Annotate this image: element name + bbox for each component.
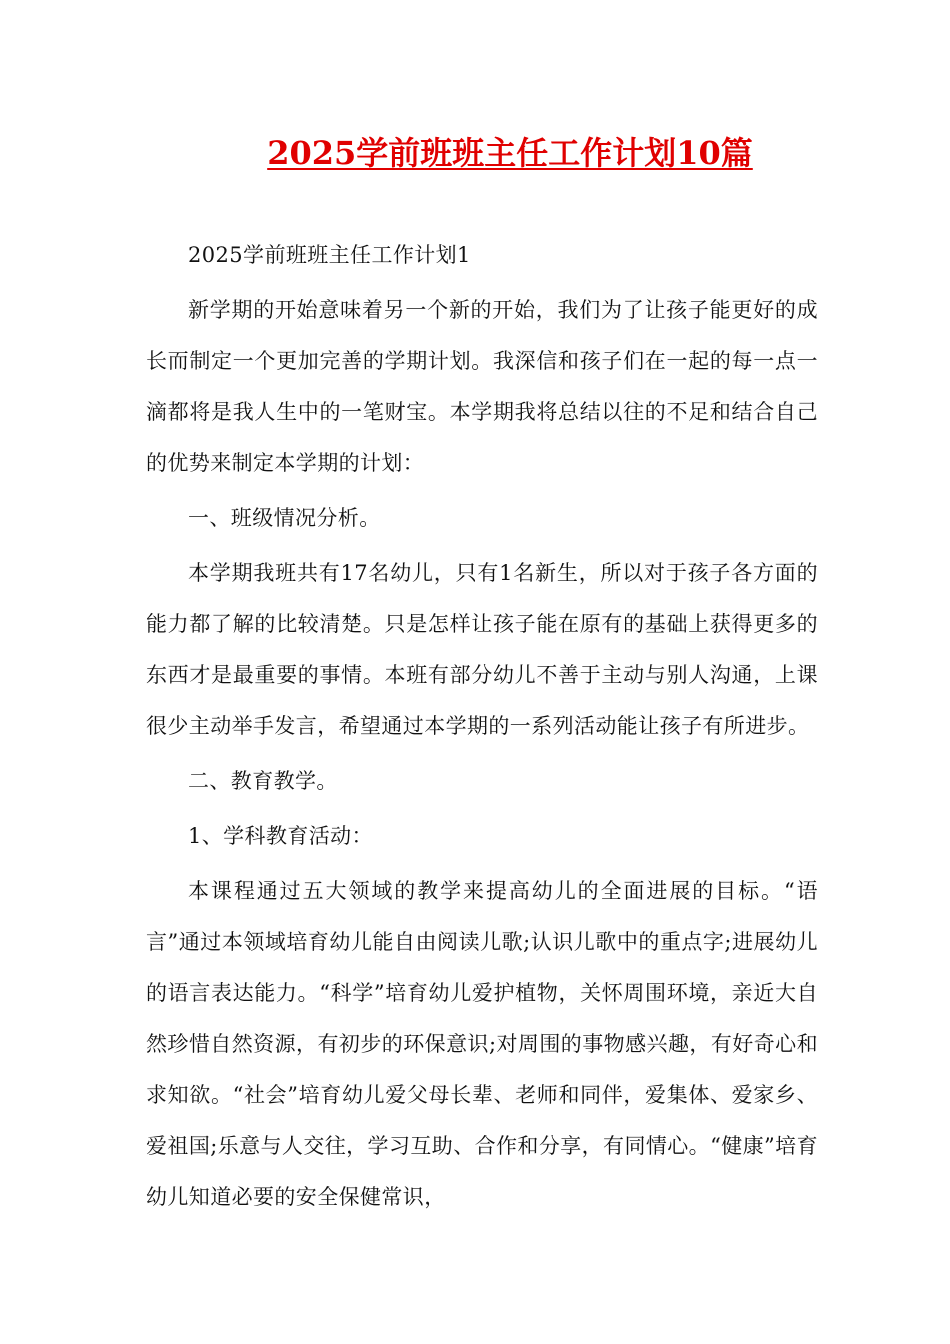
sub-heading: 1、学科教育活动： [188,824,373,848]
paragraph: 本学期我班共有17名幼儿，只有1名新生，所以对于孩子各方面的能力都了解的比较清楚。只是怎样让孩子能在原有的基础上获得更多的东西才是最重要的事情。本班有部分幼儿不善于主动与别人沟通，上课很少主动举手发言，希望通过本学期的一系列活动能让孩子有所进步。 [146,561,818,738]
paragraph: 本课程通过五大领域的教学来提高幼儿的全面进展的目标。“语言”通过本领域培育幼儿能自由阅读儿歌;认识儿歌中的重点字;进展幼儿的语言表达能力。“科学”培育幼儿爱护植物，关怀周围环境，亲近大自然珍惜自然资源，有初步的环保意识;对周围的事物感兴趣，有好奇心和求知欲。“社会”培育幼儿爱父母长辈、老师和同伴，爱集体、爱家乡、爱祖国;乐意与人交往，学习互助、合作和分享，有同情心。“健康”培育幼儿知道必要的安全保健常识， [146,879,818,1209]
paragraph: 新学期的开始意味着另一个新的开始，我们为了让孩子能更好的成长而制定一个更加完善的学期计划。我深信和孩子们在一起的每一点一滴都将是我人生中的一笔财宝。本学期我将总结以往的不足和结合自己的优势来制定本学期的计划： [146,298,818,475]
section-heading: 一、班级情况分析。 [188,506,381,530]
title-text: 2025学前班班主任工作计划10篇 [267,134,753,172]
document-title [0,128,950,178]
section-heading: 二、教育教学。 [188,769,338,793]
document-body [146,230,818,1223]
section-heading: 2025学前班班主任工作计划1 [188,243,471,267]
